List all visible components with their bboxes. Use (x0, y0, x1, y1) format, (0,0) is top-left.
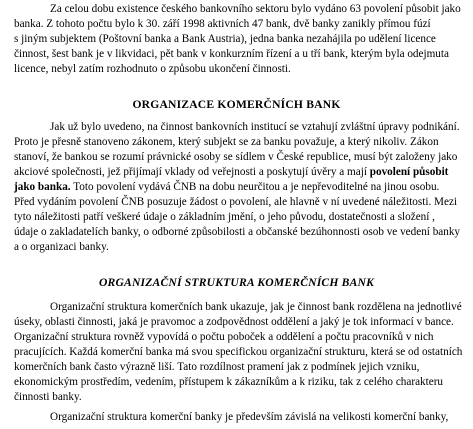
paragraph-line-text: akciové společnosti, jež přijímají vklady od veřejnosti a poskytují úvěry a mají (14, 166, 370, 178)
paragraph-line: činnosti banky. (14, 391, 82, 403)
paragraph-struktura (14, 300, 464, 405)
paragraph-line: údaje o zakladatelích banky, o odborné způsobilosti a občanské bezúhonnosti osob ve vedení banky (14, 226, 461, 238)
section-heading-organizace: ORGANIZACE KOMERČNÍCH BANK (132, 98, 341, 111)
paragraph-line-text: Toto povolení vydává ČNB na dobu neurčitou a je nepřevoditelné na jinou osobu. (70, 181, 440, 193)
bold-term: jako banka. (14, 181, 71, 193)
paragraph-line: Před vydáním povolení ČNB posuzuje žádost o povolení, ale hlavně v ní uvedené náležitosti. Mezi (14, 196, 458, 208)
paragraph-line: činnost, šest bank je v likvidaci, pět bank v konkurzním řízení a u tří bank, kterým byla odejmuta (14, 48, 449, 60)
paragraph-line: s jiným subjektem (Poštovní banka a Bank Austria), jedna banka nezahájila po udělení licence (14, 33, 436, 45)
paragraph-line: úseky, oblasti činnosti, jaká je pravomoc a zodpovědnost oddělení a jaký je tok informací v bance. (14, 316, 454, 328)
paragraph-line: Jak už bylo uvedeno, na činnost bankovních institucí se vztahují zvláštní úpravy podnikání. (50, 121, 460, 133)
paragraph-line: tyto náležitosti patří veškeré údaje o základním jmění, o jeho původu, dostatečnosti a složení , (14, 211, 435, 223)
bold-term: povolení působit (369, 166, 449, 178)
paragraph-line: ekonomickým prostředím, vedením, přístupem k zákazníkům a k riziku, tak z celého charakteru (14, 376, 444, 388)
paragraph-line (14, 165, 464, 180)
paragraph-line: stanoví, že bankou se rozumí právnické osoby se sídlem v České republice, musí být založeny jako (14, 151, 458, 163)
paragraph-line: a o organizaci banky. (14, 241, 109, 253)
paragraph-line: Proto je přesně stanoveno zákonem, který subjekt se za banku považuje, a který nikoliv. Zákon (14, 136, 439, 148)
paragraph-line: Organizační struktura rovněž vypovídá o počtu poboček a oddělení a počtu pracovníků v nich (14, 331, 434, 343)
paragraph-organizace (14, 120, 464, 255)
paragraph-line: licence, nebyl zatím rozhodnuto o způsobu ukončení činnosti. (14, 63, 291, 75)
paragraph-line: Za celou dobu existence českého bankovního sektoru bylo vydáno 63 povolení působit jako (50, 3, 461, 15)
paragraph-line: komerčních bank často výrazně liší. Tato rozdílnost pramení jak z podmínek jejich vzniku, (14, 361, 420, 373)
section-heading-struktura: ORGANIZAČNÍ STRUKTURA KOMERČNÍCH BANK (98, 276, 375, 289)
paragraph-bank-count (14, 2, 464, 77)
paragraph-line: banka. Z tohoto počtu bylo k 30. září 1998 aktivních 47 bank, dvě banky zanikly přímou fúzí (14, 18, 431, 30)
paragraph-line: pracujících. Každá komerční banka má svou specifickou organizační strukturu, která se od ostatních (14, 346, 463, 358)
paragraph-line (14, 180, 464, 195)
paragraph-struktura-velikost (14, 410, 464, 425)
paragraph-line: Organizační struktura komerční banky je především závislá na velikosti komerční banky, (50, 411, 449, 423)
paragraph-line: Organizační struktura komerčních bank ukazuje, jak je činnost bank rozdělena na jednotlivé (50, 301, 462, 313)
